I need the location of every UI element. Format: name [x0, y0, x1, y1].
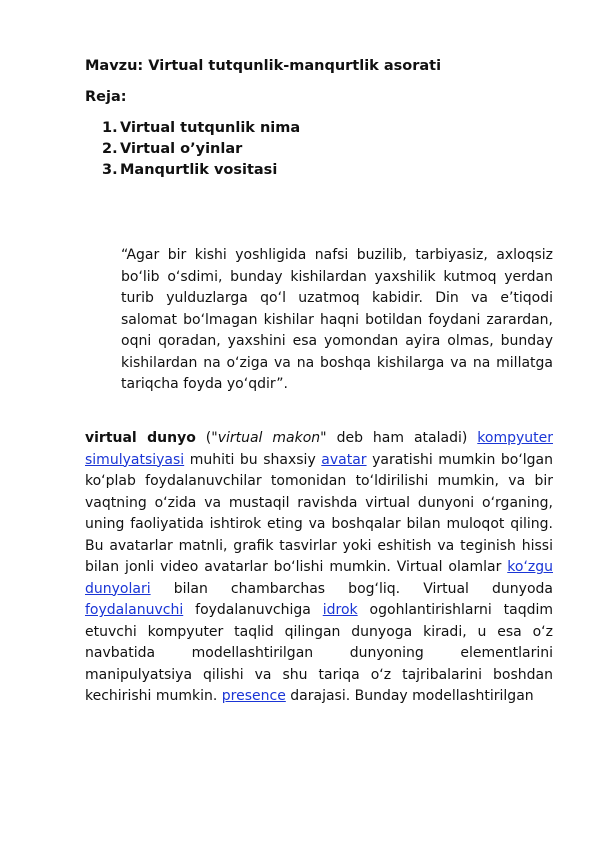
link-mirror-worlds[interactable]: ko‘zgu dunyolari — [85, 559, 553, 597]
plan-item-text: Virtual o’yinlar — [120, 141, 243, 157]
plan-item-text: Virtual tutqunlik nima — [120, 120, 301, 136]
bold-term: virtual dunyo — [85, 430, 196, 446]
link-computer-simulation[interactable]: kompyuter simulyatsiyasi — [85, 430, 553, 468]
link-user[interactable]: foydalanuvchi — [85, 602, 184, 618]
link-presence[interactable]: presence — [221, 688, 286, 704]
body-text: muhiti bu shaxsiy — [184, 451, 322, 468]
body-text: ogohlantirishlarni taqdim etuvchi kompyuter taqlid qilingan dunyoga kiradi, u esa o‘z navbatida modellashtirilgan dunyoning elementlarini manipulyatsiya qilishi va shu tariqa o‘z tajribalarini boshdan kechirishi mumkin. — [85, 602, 554, 704]
plan-item-number: 3. — [102, 162, 118, 178]
plan-item-number: 2. — [102, 141, 118, 157]
plan-item-text: Manqurtlik vositasi — [120, 162, 278, 178]
body-text: foydalanuvchiga — [183, 602, 323, 618]
plan-item — [102, 118, 300, 139]
body-text: (" — [195, 430, 218, 446]
italic-term: virtual makon — [217, 430, 321, 446]
plan-item — [102, 160, 300, 181]
body-text: " deb ham ataladi) — [320, 430, 478, 446]
link-avatar[interactable]: avatar — [321, 451, 367, 468]
link-perception[interactable]: idrok — [322, 602, 358, 618]
body-text: bilan chambarchas bog‘liq. Virtual dunyoda — [150, 580, 553, 597]
epigraph-quote: “Agar bir kishi yoshligida nafsi buzilib, tarbiyasiz, axloqsiz bo‘lib o‘sdimi, bunday kishilardan yaxshilik kutmoq yerdan turib yulduzlarga qo‘l uzatmoq kabidir. Din va e’tiqodi salomat bo‘lmagan kishilar haqni botildan foydani zarardan, oqni qoradan, yaxshini esa yomondan ayira olmas, bunday kishilardan na o‘ziga va na boshqa kishilarga va na millatga tariqcha foyda yo‘qdir”. — [121, 247, 553, 392]
body-paragraph — [85, 428, 553, 708]
plan-list — [102, 118, 300, 181]
body-text: darajasi. Bunday modellashtirilgan — [285, 688, 534, 704]
plan-heading: Reja: — [85, 89, 127, 105]
plan-item — [102, 139, 300, 160]
body-text: yaratishi mumkin bo‘lgan ko‘plab foydalanuvchilar tomonidan to‘ldirilishi mumkin, va bir vaqtning o‘zida va mustaqil ravishda virtual dunyoni o‘rganing, uning faoliyatida ishtirok eting va boshqalar bilan muloqot qiling. Bu avatarlar matnli, grafik tasvirlar yoki eshitish va teginish hissi bilan jonli video avatarlar bo‘lishi mumkin. Virtual olamlar — [85, 451, 553, 575]
plan-item-number: 1. — [102, 120, 118, 136]
document-title: Mavzu: Virtual tutqunlik-manqurtlik asorati — [85, 58, 442, 74]
